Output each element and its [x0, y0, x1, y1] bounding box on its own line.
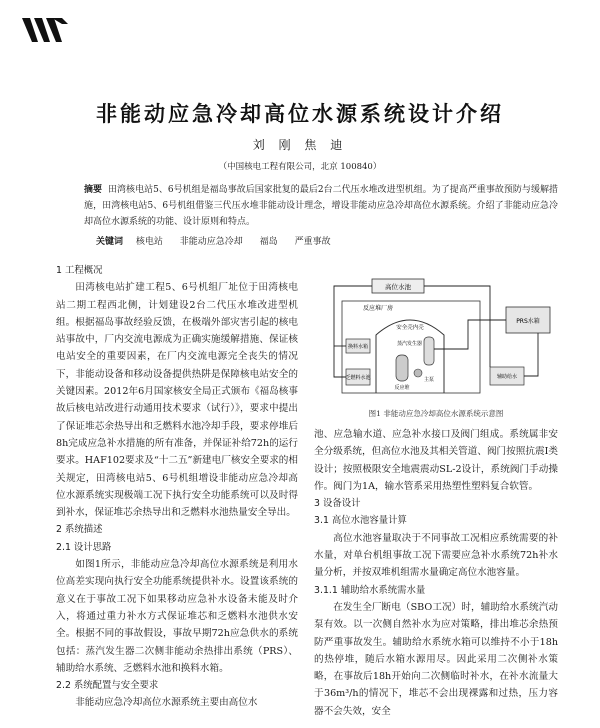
label-refuel-tank: 换料水箱	[347, 344, 369, 350]
body-paragraph: 非能动应急冷却高位水源系统主要由高位水	[75, 697, 258, 709]
abstract-label: 摘要	[84, 185, 103, 195]
subsection-heading: 3.1 高位水池容量计算	[314, 515, 407, 527]
body-paragraph: 如图1所示，非能动应急冷却高位水源系统是利用水位高差实现向执行安全功能系统提供补水。设置该系统的意义在于事故工况下如果移动应急补水设备未能及时介入，将通过重力补水方式保证堆芯和乏燃料水池供水安全。根据不同的事故假设，事故早期72h应急供水的系统包括：蒸汽发生器二次侧非能动余热排出系统（PRS）、辅助给水系统、乏燃料水池和换料水箱。	[56, 559, 298, 674]
keywords	[96, 234, 556, 247]
abstract	[84, 182, 558, 230]
label-spent-fuel: 乏燃料水池	[345, 375, 371, 381]
label-aux-feed: 辅助给水	[496, 374, 518, 380]
subsection-heading: 2.2 系统配置与安全要求	[56, 680, 159, 692]
label-rpv: 反应堆	[394, 385, 410, 391]
sg-shape	[424, 337, 434, 365]
label-sg: 蒸汽发生器	[396, 341, 422, 347]
right-column	[314, 426, 558, 720]
figure-caption: 图1 非能动应急冷却高位水源系统示意图	[368, 409, 504, 418]
body-paragraph: 高位水池容量取决于不同事故工况相应系统需要的补水量，对单台机组事故工况下需要应急补水系统72h补水量分析，并按双堆机组需水量确定高位水池容量。	[314, 532, 558, 579]
subsubsection-heading: 3.1.1 辅助给水系统需水量	[314, 584, 426, 596]
rpv-shape	[396, 355, 408, 381]
paper-authors: 刘 刚 焦 迪	[252, 138, 348, 152]
label-pump: 主泵	[424, 377, 435, 383]
keyword: 严重事故	[294, 237, 331, 247]
body-text: 池、应急输水道、应急补水接口及阀门组成。系统属非安全分级系统，但高位水池及其相关管道、阀门按照抗震Ⅰ类设计；按照极限安全地震震动SL-2设计，系统阀门手动操作。阀门为1A，输水管系采用热塑性塑料复合软管。	[314, 429, 558, 492]
paper-title: 非能动应急冷却高位水源系统设计介绍	[96, 102, 504, 126]
label-prs-tank: PRS水箱	[516, 318, 540, 325]
system-diagram-svg	[318, 277, 554, 407]
keyword: 福岛	[259, 237, 278, 247]
section-heading: 2 系统描述	[56, 524, 103, 536]
abstract-text: 田湾核电站5、6号机组是福岛事故后国家批复的最后2台二代压水堆改进型机组。为了提高严重事故预防与缓解措施，田湾核电站5、6号机组借鉴三代压水堆非能动设计理念，增设非能动应急冷却高位水源系统。介绍了非能动应急冷却高位水源系统的功能、设计原则和特点。	[84, 185, 558, 227]
keyword: 核电站	[135, 237, 163, 247]
label-containment: 安全壳内壳	[396, 325, 424, 331]
keywords-label: 关键词	[96, 237, 124, 247]
journal-logo	[22, 16, 70, 46]
body-paragraph: 田湾核电站扩建工程5、6号机组厂址位于田湾核电站二期工程西北侧，计划建设2台二代压水堆改进型机组。根据福岛事故经验反馈，在极端外部灾害引起的核电站事故中，厂内交流电源成为正确实施缓解措施、保证核电站安全的重要因素，在厂内交流电源完全丧失的情况下，非能动设备和移动设备提供热阱是保障核电站安全的关键因素。2012年6月国家核安全局正式颁布《福岛核事故后核电站改进行动通用技术要求（试行）》，要求中提出了保证堆芯余热导出和乏燃料水池冷却手段，要求停堆后8h完成应急补水措施的所有准备，并保证补给72h的运行要求。HAF102要求及“十二五”新建电厂核安全要求的相关规定，田湾核电站5、6号机组增设非能动应急冷却高位水源系统实现极端工况下执行安全功能系统可以及时得到补水，保证堆芯余热导出和乏燃料水池热量安全导出。	[56, 282, 298, 519]
label-reactor-building: 反应堆厂房	[362, 305, 394, 312]
paper-affiliation: （中国核电工程有限公司，北京 100840）	[218, 162, 382, 172]
keyword: 非能动应急冷却	[179, 237, 243, 247]
body-paragraph: 在发生全厂断电（SBO工况）时，辅助给水系统汽动泵有效。以一次侧自然补水为应对策略，排出堆芯余热预防严重事故发生。辅助给水系统水箱可以维持不小于18h的热停堆，随后水箱水源用尽。因此采用二次侧补水策略，在事故后18h开始向二次侧临时补水，在补水流量大于36m³/h的情况下，堆芯不会出现裸露和过热，压力容器不会失效，安全	[314, 601, 558, 717]
pump-shape	[414, 369, 422, 377]
label-pool: 高位水池	[385, 283, 411, 291]
section-heading: 3 设备设计	[314, 498, 361, 510]
system-diagram	[318, 277, 554, 415]
left-column	[56, 262, 298, 712]
section-heading: 1 工程概况	[56, 265, 103, 276]
subsection-heading: 2.1 设计思路	[56, 541, 112, 553]
journal-logo-icon	[22, 16, 70, 46]
